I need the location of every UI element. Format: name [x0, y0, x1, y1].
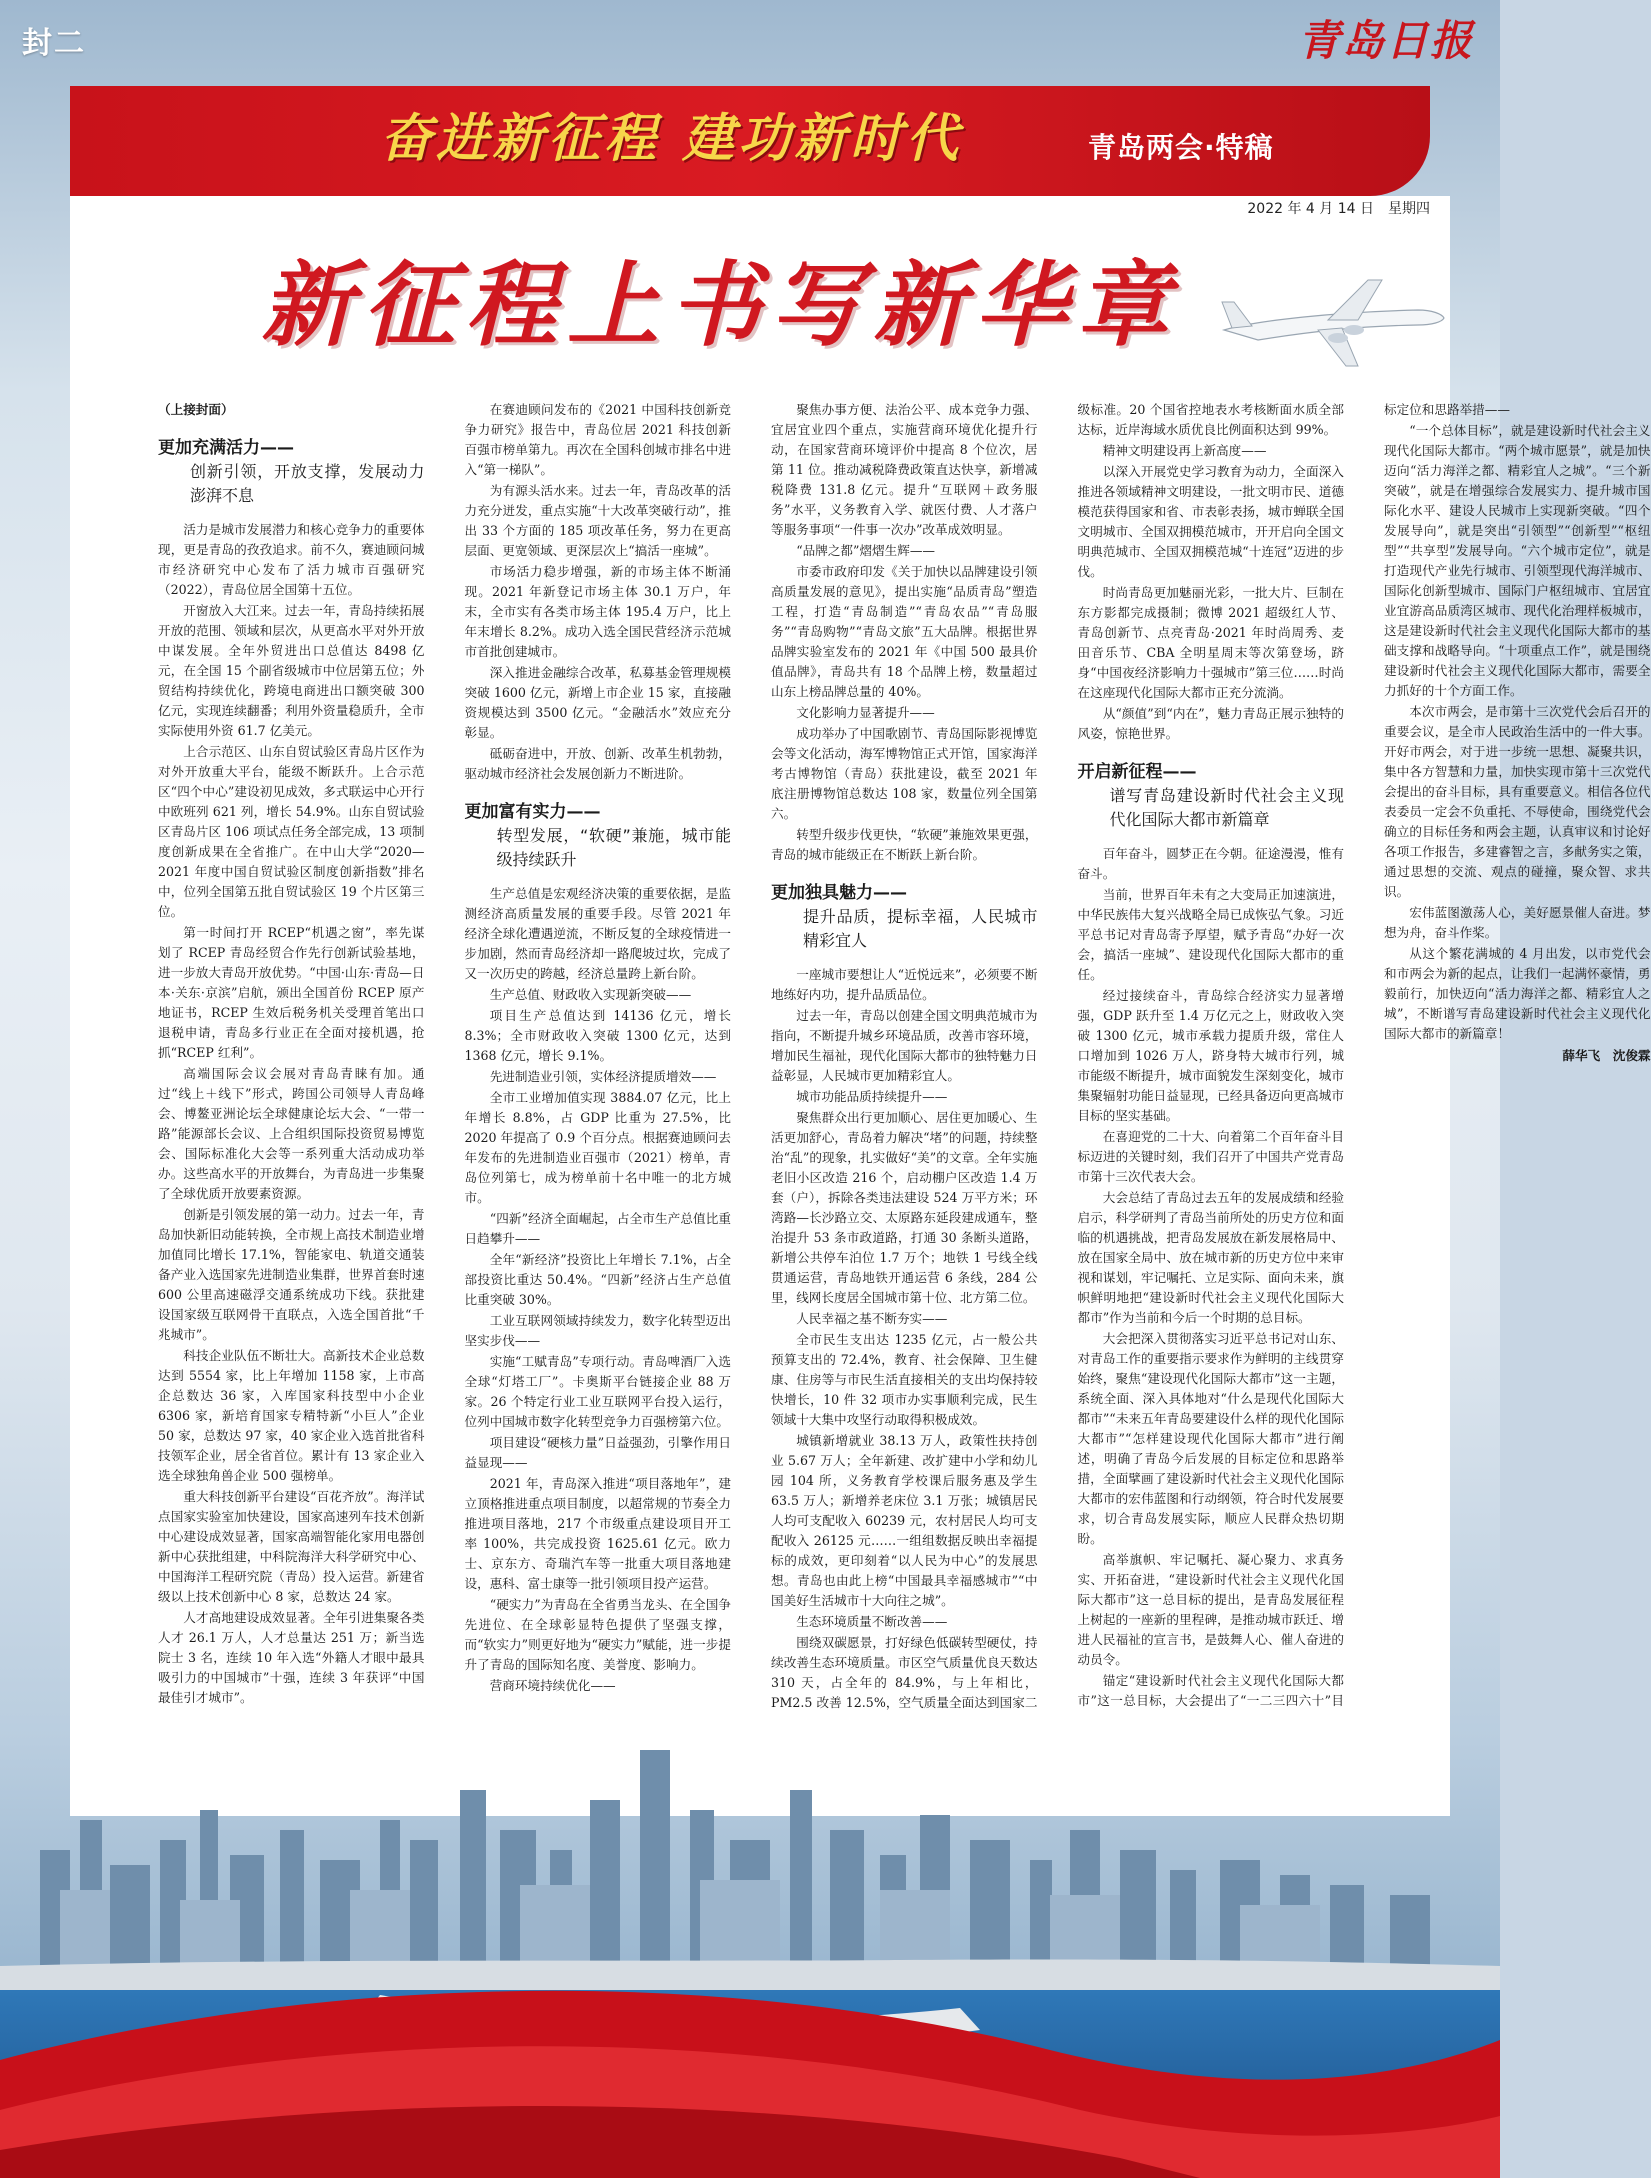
article-paragraph: 在喜迎党的二十大、向着第二个百年奋斗目标迈进的关键时刻，我们召开了中国共产党青岛市第十三次代表大会。	[1077, 1129, 1344, 1184]
article-paragraph: 开窗放入大江来。过去一年，青岛持续拓展开放的范围、领域和层次，从更高水平对外开放中谋发展。全年外贸进出口总值达 8498 亿元，在全国 15 个副省级城市中位居第五位；外贸结构持续优化，跨境电商进出口额突破 300 亿元，实现连续翻番；利用外资量稳质升，全市实际使用外资 61.7 亿美元。	[158, 603, 425, 738]
article-paragraph: 精神文明建设再上新高度——	[1102, 443, 1267, 458]
article-paragraph: 转型升级步伐更快，“软硬”兼施效果更强，青岛的城市能级正在不断跃上新台阶。	[771, 827, 1038, 862]
article-paragraph: 项目生产总值达到 14136 亿元，增长 8.3%；全市财政收入突破 1300 亿元，达到 1368 亿元，增长 9.1%。	[464, 1008, 731, 1063]
author-byline: 薛华飞 沈俊霖	[1562, 1048, 1651, 1063]
article-paragraph: 城市功能品质持续提升——	[796, 1089, 948, 1104]
article-paragraph: 2021 年，青岛深入推进“项目落地年”，建立顶格推进重点项目制度，以超常规的节奏全力推进项目落地，217 个市级重点建设项目开工率 100%，共完成投资 1625.61 亿元。欧力士、京东方、奇瑞汽车等一批重大项目落地建设，惠科、富士康等一批引领项目投产运营。	[464, 1476, 731, 1591]
section-heading	[1078, 760, 1345, 832]
article-paragraph: 创新是引领发展的第一动力。过去一年，青岛加快新旧动能转换，全市规上高技术制造业增加值同比增长 17.1%，智能家电、轨道交通装备产业入选国家先进制造业集群，世界首套时速 600 公里高速磁浮交通系统成功下线。获批建设国家级互联网骨干直联点，入选全国首批“千兆城市”。	[158, 1207, 425, 1342]
article-paragraph: 活力是城市发展潜力和核心竞争力的重要体现，更是青岛的孜孜追求。前不久，赛迪顾问城市经济研究中心发布了活力城市百强研究（2022），青岛位居全国第十五位。	[158, 522, 425, 597]
section-subtitle: 创新引领，开放支撑，发展动力澎湃不息	[190, 462, 425, 505]
article-paragraph: 一座城市要想让人“近悦远来”，必须要不断地练好内功，提升品质品位。	[771, 967, 1038, 1002]
section-subtitle: 提升品质，提标幸福，人民城市精彩宜人	[803, 907, 1038, 950]
article-paragraph: 全市民生支出达 1235 亿元，占一般公共预算支出的 72.4%，教育、社会保障、卫生健康、住房等与市民生活直接相关的支出均保持较快增长，10 件 32 项市办实事顺利完成，民生领域十大集中攻坚行动取得积极成效。	[771, 1332, 1038, 1427]
article-paragraph: 从“颜值”到“内在”，魅力青岛正展示独特的风姿，惊艳世界。	[1077, 706, 1344, 741]
article-paragraph: 砥砺奋进中，开放、创新、改革生机勃勃，驱动城市经济社会发展创新力不断进阶。	[464, 746, 731, 781]
section-title: 更加富有实力——	[464, 802, 601, 822]
article-paragraph: 本次市两会，是市第十三次党代会后召开的重要会议，是全市人民政治生活中的一件大事。开好市两会，对于进一步统一思想、凝聚共识，集中各方智慧和力量，加快实现市第十三次党代会提出的奋斗目标，具有重要意义。相信各位代表委员一定会不负重托、不辱使命，围绕党代会确立的目标任务和两会主题，认真审议和讨论好各项工作报告，多建睿智之言，多献务实之策，通过思想的交流、观点的碰撞，聚众智、求共识。	[1384, 704, 1651, 899]
article-paragraph: 人才高地建设成效显著。全年引进集聚各类人才 26.1 万人，人才总量达 251 万；新当选院士 3 名，连续 10 年入选“外籍人才眼中最具吸引力的中国城市”十强，连续 3 年获评“中国最佳引才城市”。	[158, 1610, 425, 1705]
article-paragraph: 全年“新经济”投资比上年增长 7.1%，占全部投资比重达 50.4%。“四新”经济占生产总值比重突破 30%。	[464, 1252, 731, 1307]
article-paragraph: 聚焦群众出行更加顺心、居住更加暖心、生活更加舒心，青岛着力解决“堵”的问题，持续整治“乱”的现象，扎实做好“美”的文章。全年实施老旧小区改造 216 个，启动棚户区改造 1.4 万套（户），拆除各类违法建设 524 万平方米；环湾路—长沙路立交、太原路东延段建成通车，整治提升 53 条市政道路，打通 30 条断头道路，新增公共停车泊位 1.7 万个；地铁 1 号线全线贯通运营，青岛地铁开通运营 6 条线，284 公里，线网长度居全国城市第十位、北方第二位。	[771, 1110, 1038, 1305]
article-paragraph: 上合示范区、山东自贸试验区青岛片区作为对外开放重大平台，能级不断跃升。上合示范区“四个中心”建设初见成效，多式联运中心开行中欧班列 621 列，增长 54.9%。山东自贸试验区青岛片区 106 项试点任务全部完成，13 项制度创新成果在全省推广。在中山大学“2020—2021 年度中国自贸试验区制度创新指数”排名中，位列全国第五批自贸试验区 19 个片区第三位。	[158, 744, 425, 919]
article-paragraph: 以深入开展党史学习教育为动力，全面深入推进各领域精神文明建设，一批文明市民、道德模范获得国家和省、市表彰表扬，城市蝉联全国文明城市、全国双拥模范城市，开开启向全国文明典范城市、全国双拥模范城“十连冠”迈进的步伐。	[1077, 464, 1344, 579]
article-paragraph: 先进制造业引领，实体经济提质增效——	[489, 1069, 717, 1084]
issue-date: 2022 年 4 月 14 日 星期四	[1247, 201, 1430, 217]
article-paragraph: 大会把深入贯彻落实习近平总书记对山东、对青岛工作的重要指示要求作为鲜明的主线贯穿始终，聚焦“建设现代化国际大都市”这一主题，系统全面、深入具体地对“什么是现代化国际大都市”“未来五年青岛要建设什么样的现代化国际大都市”“怎样建设现代化国际大都市”进行阐述，明确了青岛今后发展的目标定位和思路举措，全面擘画了建设新时代社会主义现代化国际大都市的宏伟蓝图和行动纲领，符合时代发展要求，切合青岛发展实际，顺应人民群众热切期盼。	[1077, 1331, 1344, 1546]
article-paragraph: 锚定“建设新时代社会主义现代化国际大都市”这一总目标，大会提出了“一二三四六十”目标定位和思路举措——	[1077, 402, 1510, 1708]
article-paragraph: 当前，世界百年未有之大变局正加速演进，中华民族伟大复兴战略全局已成恢弘气象。习近平总书记对青岛寄予厚望，赋予青岛“办好一次会，搞活一座城”、建设现代化国际大都市的重任。	[1077, 887, 1344, 982]
article-paragraph: 营商环境持续优化——	[489, 1678, 616, 1693]
red-ribbon-decoration	[0, 1940, 1500, 2178]
section-title: 更加独具魅力——	[771, 883, 907, 903]
section-heading	[465, 800, 732, 872]
article-paragraph: 市场活力稳步增强，新的市场主体不断涌现。2021 年新登记市场主体 30.1 万户，年末，全市实有各类市场主体 195.4 万户，比上年末增长 8.2%。成功入选全国民营经济示范城市首批创建城市。	[464, 564, 731, 659]
article-paragraph: 人民幸福之基不断夯实——	[796, 1311, 948, 1326]
article-paragraph: 生态环境质量不断改善——	[796, 1614, 948, 1629]
section-heading	[771, 881, 1038, 953]
section-subtitle: 转型发展，“软硬”兼施，城市能级持续跃升	[496, 826, 731, 869]
article-paragraph: 生产总值是宏观经济决策的重要依据，是监测经济高质量发展的重要手段。尽管 2021 年经济全球化遭遇逆流，不断反复的全球疫情进一步加剧，然而青岛经济却一路爬坡过坎，完成了又一次历史的跨越，经济总量跨上新台阶。	[464, 886, 731, 981]
article-paragraph: 围绕双碳愿景，打好绿色低碳转型硬仗，持续改善生态环境质量。市区空气质量优良天数达 310 天，占全年的 84.9%，与上年相比，PM2.5 改善 12.5%，空气质量全面达到国家二级标准。20 个国省控地表水考核断面水质全部达标，近岸海域水质优良比例面积达到 99%。	[771, 402, 1344, 1710]
article-paragraph: 文化影响力显著提升——	[796, 705, 935, 720]
article-paragraph: 第一时间打开 RCEP“机遇之窗”，率先谋划了 RCEP 青岛经贸合作先行创新试验基地，进一步放大青岛开放优势。“中国·山东·青岛—日本·关东·京滨”启航，颁出全国首份 RCEP 原产地证书，RCEP 生效后税务机关受理首笔出口退税申请，青岛多行业正在全面对接机遇，抢抓“RCEP 红利”。	[158, 925, 425, 1060]
article-paragraph: 高端国际会议会展对青岛青睐有加。通过“线上＋线下”形式，跨国公司领导人青岛峰会、博鳌亚洲论坛全球健康论坛大会、“一带一路”能源部长会议、上合组织国际投资贸易博览会、国际标准化大会等一系列重大活动成功举办。这些高水平的开放舞台，为青岛进一步集聚了全球优质开放要素资源。	[158, 1066, 425, 1201]
page-label: 封二	[22, 26, 86, 61]
article-paragraph: 百年奋斗，圆梦正在今朝。征途漫漫，惟有奋斗。	[1077, 846, 1344, 881]
banner-slogan: 奋进新征程 建功新时代	[380, 108, 963, 169]
article-paragraph: 工业互联网领域持续发力，数字化转型迈出坚实步伐——	[464, 1313, 731, 1348]
article-paragraph: 重大科技创新平台建设“百花齐放”。海洋试点国家实验室加快建设，国家高速列车技术创新中心建设成效显著，国家高端智能化家用电器创新中心获批组建，中科院海洋大科学研究中心、中国海洋工程研究院（青岛）投入运营。新建省级以上技术创新中心 8 家，总数达 24 家。	[158, 1489, 425, 1604]
article-paragraph: 城镇新增就业 38.13 万人，政策性扶持创业 5.67 万人；全年新建、改扩建中小学和幼儿园 104 所，义务教育学校课后服务惠及学生 63.5 万人；新增养老床位 3.1 万张；城镇居民人均可支配收入 60239 元，农村居民人均可支配收入 26125 元……一组组数据反映出幸福提标的成效，更印刻着“以人民为中心”的发展思想。青岛也由此上榜“中国最具幸福感城市”“中国美好生活城市十大向往之城”。	[771, 1433, 1038, 1608]
section-title: 更加充满活力——	[158, 438, 294, 458]
article-paragraph: “四新”经济全面崛起，占全市生产总值比重日趋攀升——	[464, 1211, 731, 1246]
article-paragraph: 成功举办了中国歌剧节、青岛国际影视博览会等文化活动，海军博物馆正式开馆，国家海洋考古博物馆（青岛）获批建设，截至 2021 年底注册博物馆总数达 108 家，数量位列全国第六。	[771, 726, 1038, 821]
section-heading	[158, 436, 425, 508]
newspaper-masthead: 青岛日报	[1297, 16, 1474, 65]
section-subtitle: 谱写青岛建设新时代社会主义现代化国际大都市新篇章	[1109, 786, 1344, 829]
article-paragraph: 聚焦办事方便、法治公平、成本竞争力强、宜居宜业四个重点，实施营商环境优化提升行动，在国家营商环境评价中提高 8 个位次，居第 11 位。推动减税降费政策直达快享，新增减税降费 131.8 亿元。提升“互联网＋政务服务”水平，义务教育入学、就医付费、人才落户等服务事项“一件事一次办”改革成效明显。	[771, 402, 1038, 537]
airplane-icon	[1218, 268, 1448, 378]
article-paragraph: “品牌之都”熠熠生辉——	[796, 543, 936, 558]
article-paragraph: “硬实力”为青岛在全省勇当龙头、在全国争先进位、在全球彰显特色提供了坚强支撑，而“软实力”则更好地为“硬实力”赋能，进一步提升了青岛的国际知名度、美誉度、影响力。	[464, 1597, 731, 1672]
article-paragraph: 为有源头活水来。过去一年，青岛改革的活力充分迸发，重点实施“十大改革突破行动”，推出 33 个方面的 185 项改革任务，努力在更高层面、更宽领域、更深层次上“搞活一座城”。	[464, 483, 731, 558]
section-title: 开启新征程——	[1077, 762, 1197, 782]
article-paragraph: 全市工业增加值实现 3884.07 亿元，比上年增长 8.8%，占 GDP 比重为 27.5%，比 2020 年提高了 0.9 个百分点。根据赛迪顾问去年发布的先进制造业百强市（2021）榜单，青岛位列第七，成为榜单前十名中唯一的北方城市。	[464, 1090, 731, 1205]
article-source: （上接封面）	[158, 402, 234, 417]
article-paragraph: 科技企业队伍不断壮大。高新技术企业总数达到 5554 家，比上年增加 1158 家，上市高企总数达 36 家，入库国家科技型中小企业 6306 家，新培育国家专精特新“小巨人”企业 50 家，总数达 97 家，40 家企业入选首批省科技领军企业，居全省首位。累计有 13 家企业入选全球独角兽企业 500 强榜单。	[158, 1348, 425, 1483]
article-paragraph: “一个总体目标”，就是建设新时代社会主义现代化国际大都市。“两个城市愿景”，就是加快迈向“活力海洋之都、精彩宜人之城”。“三个新突破”，就是在增强综合发展实力、提升城市国际化水平、建设人民城市上实现新突破。“四个发展导向”，就是突出“引领型”“创新型”“枢纽型”“共享型”发展导向。“六个城市定位”，就是打造现代产业先行城市、引领型现代海洋城市、国际化创新型城市、国际门户枢纽城市、宜居宜业宜游高品质湾区城市、现代化治理样板城市，这是建设新时代社会主义现代化国际大都市的基础支撑和战略导向。“十项重点工作”，就是围绕建设新时代社会主义现代化国际大都市，需要全力抓好的十个方面工作。	[1384, 423, 1651, 698]
article-paragraph: 生产总值、财政收入实现新突破——	[489, 987, 692, 1002]
article-paragraph: 时尚青岛更加魅丽光彩，一批大片、巨制在东方影都完成摄制；微博 2021 超级红人节、青岛创新节、点亮青岛·2021 年时尚周秀、麦田音乐节、CBA 全明星周末等次第登场，跻身“中国夜经济影响力十强城市”第三位……时尚在这座现代化国际大都市正充分流淌。	[1077, 585, 1344, 700]
page-headline: 新征程上书写新华章	[260, 251, 1179, 359]
article-paragraph: 项目建设“硬核力量”日益强劲，引擎作用日益显现——	[464, 1435, 731, 1470]
article-paragraph: 实施“工赋青岛”专项行动。青岛啤酒厂入选全球“灯塔工厂”。卡奥斯平台链接企业 88 万家。26 个特定行业工业互联网平台投入运行，位列中国城市数字化转型竞争力百强榜第六位。	[464, 1354, 731, 1429]
article-paragraph: 从这个繁花满城的 4 月出发，以市党代会和市两会为新的起点，让我们一起满怀豪情，勇毅前行，加快迈向“活力海洋之都、精彩宜人之城”，不断谱写青岛建设新时代社会主义现代化国际大都市的新篇章！	[1384, 946, 1651, 1041]
article-body	[158, 400, 1651, 1720]
banner-subtitle: 青岛两会·特稿	[1088, 131, 1274, 164]
article-paragraph: 高举旗帜、牢记嘱托、凝心聚力、求真务实、开拓奋进，“建设新时代社会主义现代化国际大都市”这一总目标的提出，是青岛发展征程上树起的一座新的里程碑，是推动城市跃迁、增进人民福祉的宣言书，是鼓舞人心、催人奋进的动员令。	[1077, 1552, 1344, 1667]
article-paragraph: 深入推进金融综合改革，私募基金管理规模突破 1600 亿元，新增上市企业 15 家，直接融资规模达到 3500 亿元。“金融活水”效应充分彰显。	[464, 665, 731, 740]
article-paragraph: 在赛迪顾问发布的《2021 中国科技创新竞争力研究》报告中，青岛位居 2021 科技创新百强市榜单第九。再次在全国科创城市排名中进入“第一梯队”。	[464, 402, 731, 477]
article-paragraph: 宏伟蓝图激荡人心，美好愿景催人奋进。梦想为舟，奋斗作桨。	[1384, 905, 1651, 940]
article-paragraph: 经过接续奋斗，青岛综合经济实力显著增强，GDP 跃升至 1.4 万亿元之上，财政收入突破 1300 亿元，城市承载力提质升级，常住人口增加到 1026 万人，跻身特大城市行列，城市能级不断提升，城市面貌发生深刻变化，城市集聚辐射功能日益显现，已经具备迈向更高城市目标的坚实基础。	[1077, 988, 1344, 1123]
article-paragraph: 大会总结了青岛过去五年的发展成绩和经验启示，科学研判了青岛当前所处的历史方位和面临的机遇挑战，把青岛发展放在新发展格局中、放在国家全局中、放在城市新的历史方位中来审视和谋划，牢记嘱托、立足实际、面向未来，旗帜鲜明地把“建设新时代社会主义现代化国际大都市”作为当前和今后一个时期的总目标。	[1077, 1190, 1344, 1325]
article-paragraph: 市委市政府印发《关于加快以品牌建设引领高质量发展的意见》，提出实施“品质青岛”塑造工程，打造“青岛制造”“青岛农品”“青岛服务”“青岛购物”“青岛文旅”五大品牌。根据世界品牌实验室发布的 2021 年《中国 500 最具价值品牌》，青岛共有 18 个品牌上榜，数量超过山东上榜品牌总量的 40%。	[771, 564, 1038, 699]
article-paragraph: 过去一年，青岛以创建全国文明典范城市为指向，不断提升城乡环境品质，改善市容环境，增加民生福祉，现代化国际大都市的独特魅力日益彰显，人民城市更加精彩宜人。	[771, 1008, 1038, 1083]
